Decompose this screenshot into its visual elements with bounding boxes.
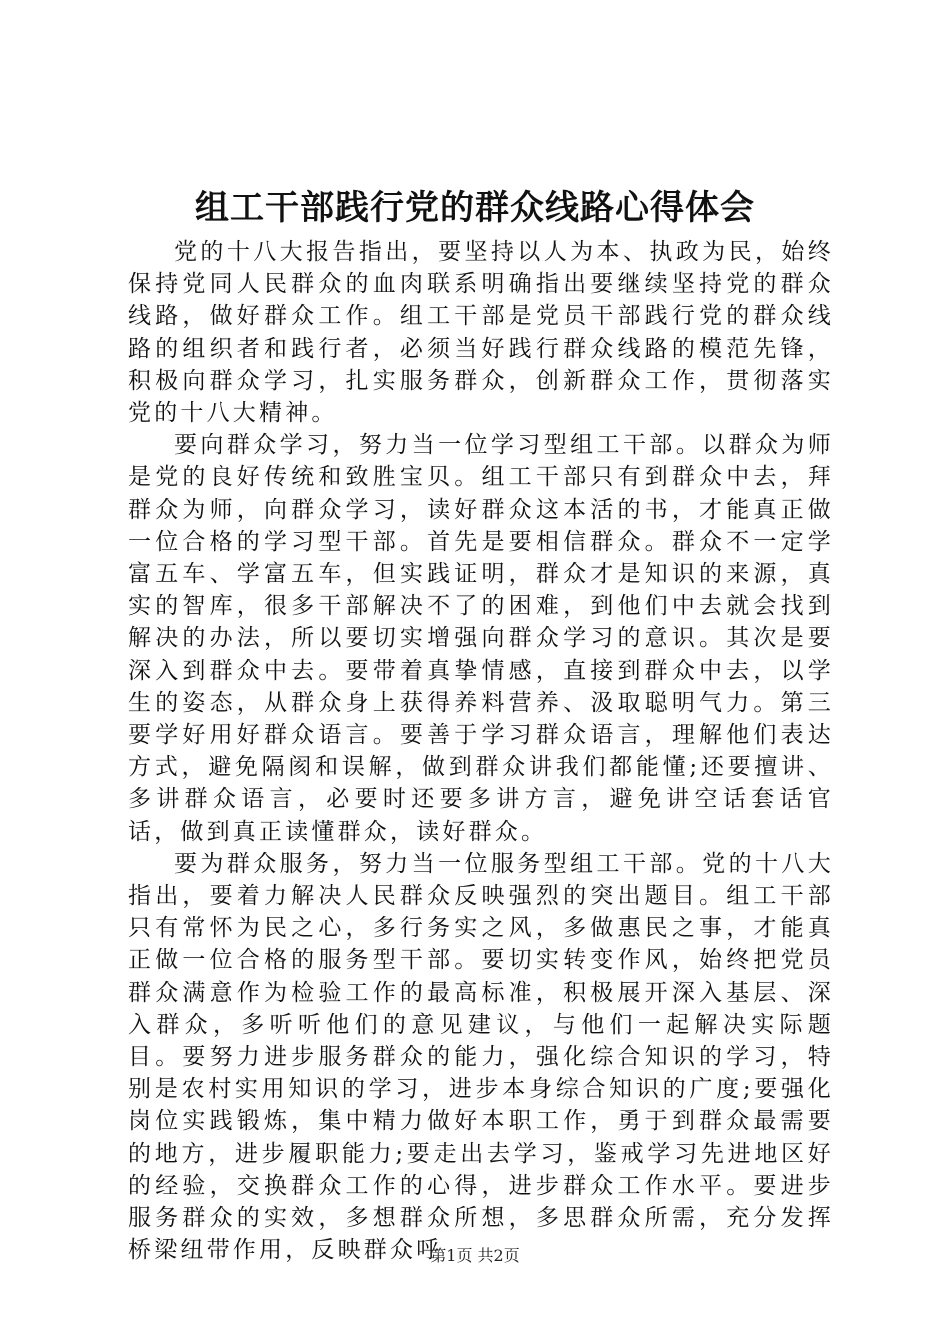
page-number-footer: 第1页 共2页 [430, 1246, 520, 1265]
paragraph-intro: 党的十八大报告指出，要坚持以人为本、执政为民，始终保持党同人民群众的血肉联系明确指出要继续坚持党的群众线路，做好群众工作。组工干部是党员干部践行党的群众线路的组织者和践行者，必须当好践行群众线路的模范先锋，积极向群众学习，扎实服务群众，创新群众工作，贯彻落实党的十八大精神。 [128, 239, 834, 427]
document-title: 组工干部践行党的群众线路心得体会 [195, 188, 755, 228]
paragraph-learn-from-masses: 要向群众学习，努力当一位学习型组工干部。以群众为师是党的良好传统和致胜宝贝。组工干部只有到群众中去，拜群众为师，向群众学习，读好群众这本活的书，才能真正做一位合格的学习型干部。首先是要相信群众。群众不一定学富五车、学富五车，但实践证明，群众才是知识的来源，真实的智库，很多干部解决不了的困难，到他们中去就会找到解决的办法，所以要切实增强向群众学习的意识。其次是要深入到群众中去。要带着真挚情感，直接到群众中去，以学生的姿态，从群众身上获得养料营养、汲取聪明气力。第三要学好用好群众语言。要善于学习群众语言，理解他们表达方式，避免隔阂和误解，做到群众讲我们都能懂;还要擅讲、多讲群众语言，必要时还要多讲方言，避免讲空话套话官话，做到真正读懂群众，读好群众。 [128, 432, 834, 845]
paragraph-serve-masses: 要为群众服务，努力当一位服务型组工干部。党的十八大指出，要着力解决人民群众反映强烈的突出题目。组工干部只有常怀为民之心，多行务实之风，多做惠民之事，才能真正做一位合格的服务型干部。要切实转变作风，始终把党员群众满意作为检验工作的最高标准，积极展开深入基层、深入群众，多听听他们的意见建议，与他们一起解决实际题目。要努力进步服务群众的能力，强化综合知识的学习，特别是农村实用知识的学习，进步本身综合知识的广度;要强化岗位实践锻炼，集中精力做好本职工作，勇于到群众最需要的地方，进步履职能力;要走出去学习，鉴戒学习先进地区好的经验，交换群众工作的心得，进步群众工作水平。要进步服务群众的实效，多想群众所想，多思群众所需，充分发挥桥梁纽带作用，反映群众呼 [128, 850, 834, 1264]
document-body [128, 236, 834, 1267]
